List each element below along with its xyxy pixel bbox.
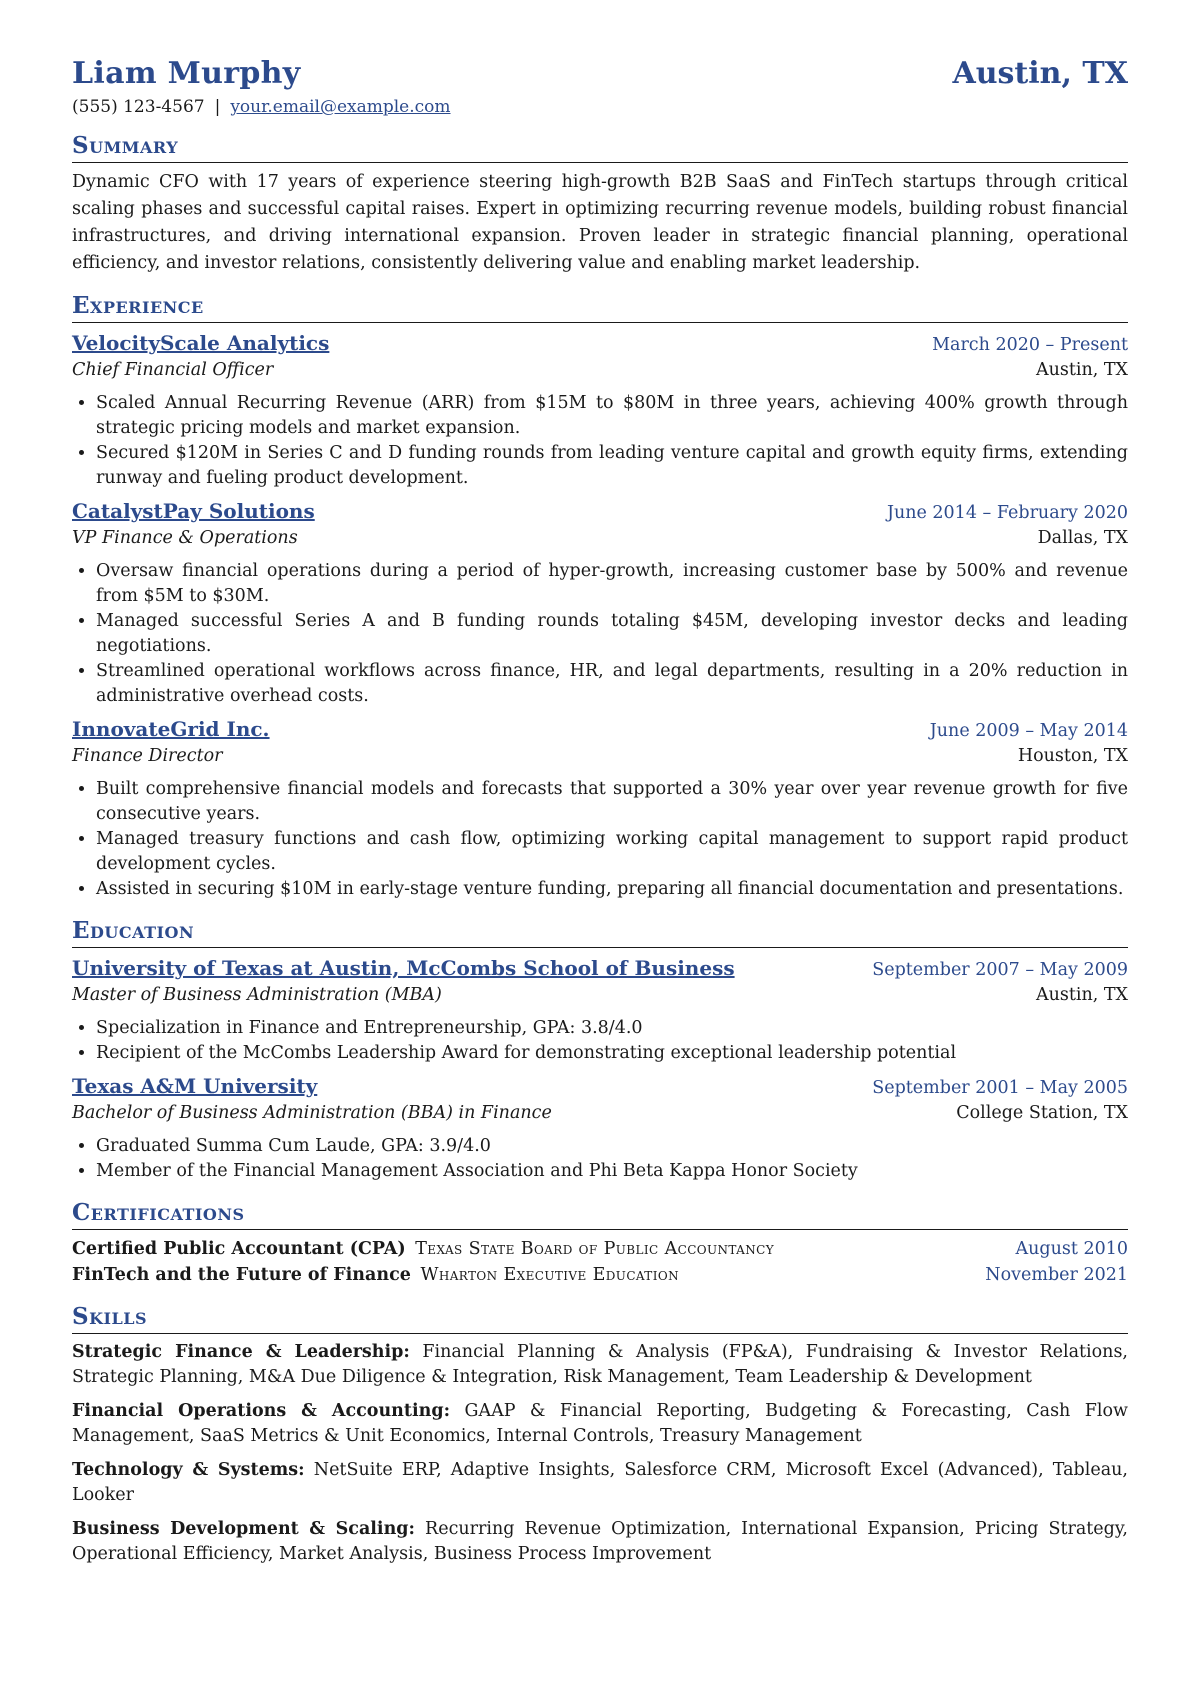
achievement-item: • Streamlined operational workflows across finance, HR, and legal departments, resulting in a 20% reduction in administrative overhead costs. [96,659,1128,709]
skill-group-text: GAAP & Financial Reporting, Budgeting & Forecasting, Cash Flow Management, SaaS Metrics & Unit Economics, Internal Controls, Treasury Management [72,1401,1128,1446]
skill-group-text: NetSuite ERP, Adaptive Insights, Salesforce CRM, Microsoft Excel (Advanced), Tableau, Looker [72,1460,1128,1505]
experience-entry [72,715,1128,902]
job-location: Austin, TX [1035,360,1128,380]
section-title-education: Education [72,916,1128,948]
skills-list [72,1340,1128,1567]
employment-dates: June 2009 – May 2014 [929,721,1128,741]
skill-group-text: Recurring Revenue Optimization, International Expansion, Pricing Strategy, Operational Efficiency, Market Analysis, Business Process Improvement [72,1519,1128,1564]
contact-separator: | [214,97,221,117]
employer-link[interactable]: InnovateGrid Inc. [72,717,270,741]
certification-date: November 2021 [985,1265,1128,1285]
skill-group [72,1517,1128,1567]
degree-title: Master of Business Administration (MBA) [72,985,442,1005]
job-title: VP Finance & Operations [72,528,298,548]
employment-dates: March 2020 – Present [932,335,1128,355]
achievement-item: • Managed treasury functions and cash flow, optimizing working capital management to support rapid product development cycles. [96,827,1128,877]
section-title-summary: Summary [72,131,1128,163]
section-title-experience: Experience [72,291,1128,323]
achievement-item: • Managed successful Series A and B funding rounds totaling $45M, developing investor decks and leading negotiations. [96,609,1128,659]
education-detail-item: • Graduated Summa Cum Laude, GPA: 3.9/4.0 [96,1134,1128,1159]
contact-line [72,97,1128,117]
skill-group [72,1399,1128,1449]
skill-group-label: Business Development & Scaling: [72,1519,415,1539]
skill-group [72,1458,1128,1508]
skill-group-label: Financial Operations & Accounting: [72,1401,451,1421]
candidate-location: Austin, TX [952,56,1128,91]
achievement-item: • Assisted in securing $10M in early-stage venture funding, preparing all financial documentation and presentations. [96,877,1128,902]
education-detail-list [72,1134,1128,1184]
candidate-name: Liam Murphy [72,56,301,91]
phone-number: (555) 123-4567 [72,97,205,117]
education-dates: September 2001 – May 2005 [872,1078,1128,1098]
achievement-list [72,391,1128,491]
certification-row [72,1262,1128,1288]
email-link[interactable]: your.email@example.com [230,97,451,117]
employment-dates: June 2014 – February 2020 [886,503,1128,523]
skill-group-label: Strategic Finance & Leadership: [72,1342,410,1362]
degree-title: Bachelor of Business Administration (BBA) in Finance [72,1103,552,1123]
job-location: Houston, TX [1017,746,1128,766]
certification-row [72,1236,1128,1262]
resume-page [72,56,1128,1567]
job-title: Finance Director [72,746,223,766]
achievement-item: • Secured $120M in Series C and D funding rounds from leading venture capital and growth equity firms, extending runway and fueling product development. [96,441,1128,491]
achievement-list [72,777,1128,902]
skill-group [72,1340,1128,1390]
achievement-item: • Built comprehensive financial models and forecasts that supported a 30% year over year revenue growth for five consecutive years. [96,777,1128,827]
certification-issuer: Wharton Executive Education [420,1265,679,1285]
section-title-certifications: Certifications [72,1198,1128,1230]
education-entry [72,1072,1128,1184]
certification-issuer: Texas State Board of Public Accountancy [415,1239,775,1259]
education-entry [72,954,1128,1066]
certification-date: August 2010 [1015,1239,1128,1259]
school-location: Austin, TX [1035,985,1128,1005]
job-location: Dallas, TX [1037,528,1128,548]
achievement-item: • Oversaw financial operations during a period of hyper-growth, increasing customer base by 500% and revenue from $5M to $30M. [96,559,1128,609]
job-title: Chief Financial Officer [72,360,274,380]
certification-name: Certified Public Accountant (CPA) [72,1239,406,1259]
education-dates: September 2007 – May 2009 [872,960,1128,980]
education-detail-item: • Member of the Financial Management Association and Phi Beta Kappa Honor Society [96,1159,1128,1184]
school-location: College Station, TX [956,1103,1128,1123]
achievement-item: • Scaled Annual Recurring Revenue (ARR) from $15M to $80M in three years, achieving 400% growth through strategic pricing models and market expansion. [96,391,1128,441]
achievement-list [72,559,1128,709]
skill-group-label: Technology & Systems: [72,1460,305,1480]
employer-link[interactable]: CatalystPay Solutions [72,499,315,523]
education-detail-list [72,1016,1128,1066]
summary-text: Dynamic CFO with 17 years of experience steering high-growth B2B SaaS and FinTech startups through critical scaling phases and successful capital raises. Expert in optimizing recurring revenue models, building robust financial infrastructures, and driving international expansion. Proven leader in strategic financial planning, operational efficiency, and investor relations, consistently delivering value and enabling market leadership. [72,172,1128,273]
education-detail-item: • Specialization in Finance and Entrepreneurship, GPA: 3.8/4.0 [96,1016,1128,1041]
resume-header [72,56,1128,91]
education-detail-item: • Recipient of the McCombs Leadership Award for demonstrating exceptional leadership potential [96,1041,1128,1066]
section-title-skills: Skills [72,1302,1128,1334]
employer-link[interactable]: VelocityScale Analytics [72,331,330,355]
certification-name: FinTech and the Future of Finance [72,1265,411,1285]
school-link[interactable]: Texas A&M University [72,1074,318,1098]
skill-group-text: Financial Planning & Analysis (FP&A), Fundraising & Investor Relations, Strategic Planning, M&A Due Diligence & Integration, Risk Management, Team Leadership & Development [72,1342,1128,1387]
experience-entry [72,497,1128,709]
school-link[interactable]: University of Texas at Austin, McCombs School of Business [72,956,735,980]
experience-entry [72,329,1128,491]
